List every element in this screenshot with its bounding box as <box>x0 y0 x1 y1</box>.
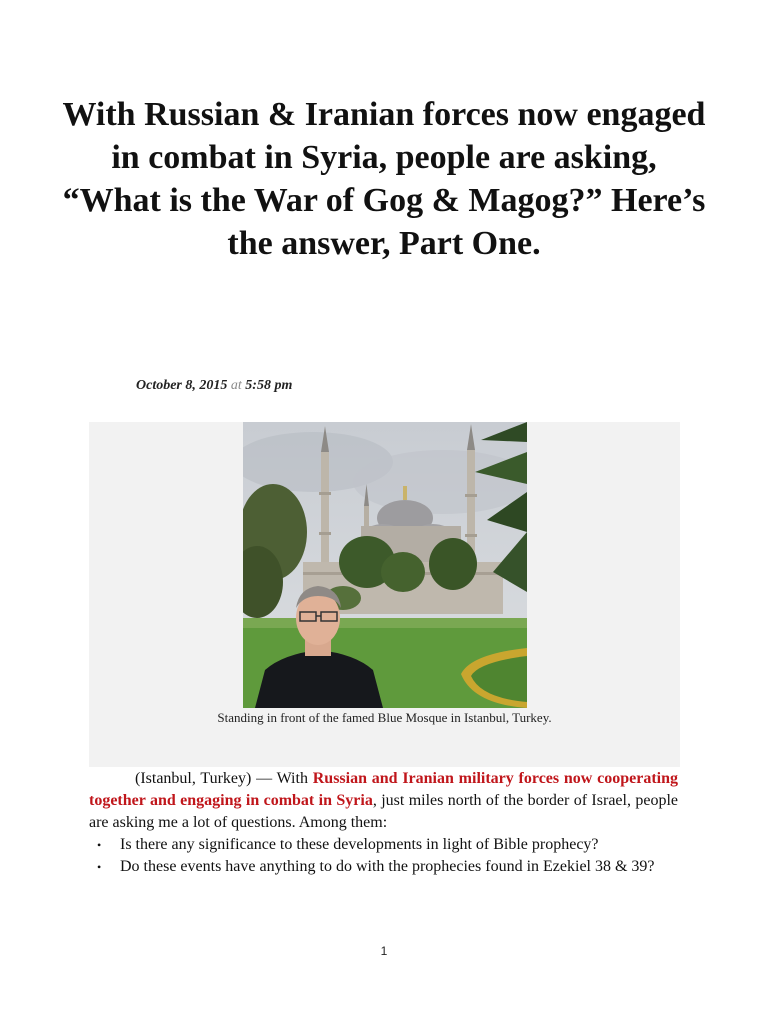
bullet-icon: • <box>97 860 102 874</box>
photo-caption: Standing in front of the famed Blue Mosque in Istanbul, Turkey. <box>217 710 552 725</box>
post-time: 5:58 pm <box>245 378 293 393</box>
list-item-text: Do these events have anything to do with the prophecies found in Ezekiel 38 & 39? <box>120 858 655 875</box>
intro-suffix: , just miles north of the border of Israel, people are asking me a lot of questions. Among them: <box>89 792 679 831</box>
intro-prefix: (Istanbul, Turkey) — With <box>135 770 313 787</box>
bullet-icon: • <box>97 838 102 852</box>
list-item <box>89 856 678 878</box>
page-number: 1 <box>380 944 388 958</box>
intro-highlight: Russian and Iranian military forces now cooperating together and engaging in combat in Syria <box>89 770 679 809</box>
date-time-separator: at <box>230 378 242 393</box>
question-list <box>89 834 678 878</box>
post-date: October 8, 2015 <box>136 378 228 393</box>
post-dateline <box>136 378 292 394</box>
list-item-text: Is there any significance to these developments in light of Bible prophecy? <box>120 836 599 853</box>
list-item <box>89 834 678 856</box>
blue-mosque-photo <box>243 422 527 708</box>
intro-paragraph <box>89 768 678 834</box>
photo-figure <box>89 422 680 767</box>
article-body <box>89 768 678 878</box>
article-title: With Russian & Iranian forces now engaged in combat in Syria, people are asking, “What is the War of Gog & Magog?” Here’s the answer, Part One. <box>62 96 706 262</box>
